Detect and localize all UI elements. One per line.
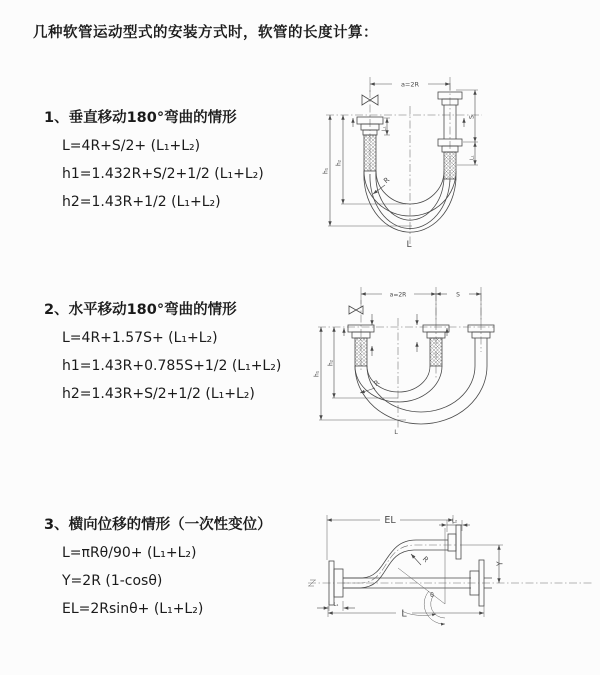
formula-h1: h1=1.43R+0.785S+1/2 (L₁+L₂) (62, 358, 282, 374)
formula-h2: h2=1.43R+1/2 (L₁+L₂) (62, 194, 221, 210)
page-title: 几种软管运动型式的安装方式时，软管的长度计算： (33, 25, 378, 41)
formula-l: L=4R+S/2+ (L₁+L₂) (62, 138, 201, 154)
section-horizontal-movement (44, 296, 281, 408)
braided-hose-section (364, 135, 376, 171)
braided-hose-section (444, 152, 456, 179)
label-r: R (382, 175, 392, 186)
radius-callout (360, 379, 381, 393)
label-l1: L₁ (333, 602, 339, 608)
braided-hose-section (355, 338, 367, 366)
flange-fitting-right-moved (468, 325, 494, 366)
flange-fitting-right (438, 92, 462, 179)
diagram-horizontal-180-bend (308, 280, 595, 455)
centerlines (318, 293, 494, 430)
label-a2r: a=2R (389, 291, 407, 299)
label-a2r: a=2R (400, 80, 420, 89)
label-s: S (456, 291, 460, 299)
label-theta: θ (430, 592, 434, 599)
label-el: EL (384, 515, 396, 526)
label-y: Y (495, 561, 505, 566)
flange-fitting-middle (423, 325, 449, 366)
label-h2: h₂ (335, 159, 343, 166)
u-bend-hose-curves (355, 366, 487, 424)
label-l1: L₁ (469, 155, 476, 160)
flange-right-upper-displaced (448, 525, 461, 559)
dimension-l1 (317, 601, 355, 611)
label-s: S (468, 115, 476, 119)
section-2-heading: 2、水平移动180°弯曲的情形 (44, 302, 237, 318)
section-lateral-displacement (44, 511, 272, 623)
label-r: R (372, 378, 382, 389)
dimension-el (327, 515, 453, 560)
label-h1: h₁ (322, 167, 330, 174)
label-l-bottom: L (394, 428, 398, 436)
radius-callout (411, 554, 430, 565)
s-curve-hose (343, 540, 456, 588)
formula-l: L=πRθ/90+ (L₁+L₂) (62, 545, 197, 561)
label-r: R (420, 555, 430, 565)
dimension-y (460, 545, 505, 583)
mount-plane-arrows (353, 118, 464, 127)
dimension-a2r (370, 77, 450, 92)
section-3-heading: 3、横向位移的情形（一次性变位） (44, 517, 272, 533)
formula-el: EL=2Rsinθ+ (L₁+L₂) (62, 601, 204, 617)
label-l: L (401, 608, 407, 620)
dimension-l2 (439, 519, 470, 533)
dimension-s-right (456, 90, 478, 165)
diagram-lateral-displacement (300, 498, 600, 650)
label-l-bottom: L (406, 240, 412, 250)
section-vertical-movement (44, 104, 264, 216)
braided-hose-section (430, 338, 442, 366)
label-l1: L₁ (381, 126, 388, 131)
dimension-a2r (361, 287, 481, 322)
dimension-s (436, 292, 481, 299)
label-l2: L₂ (451, 518, 458, 525)
valve-icon (349, 306, 363, 314)
formula-y: Y=2R (1-cosθ) (62, 573, 163, 589)
diagram-vertical-180-bend (310, 70, 595, 255)
section-1-heading: 1、垂直移动180°弯曲的情形 (44, 110, 237, 126)
formula-h2: h2=1.43R+S/2+1/2 (L₁+L₂) (62, 386, 255, 402)
formula-l: L=4R+1.57S+ (L₁+L₂) (62, 330, 218, 346)
label-h2: h₂ (327, 359, 335, 366)
formula-h1: h1=1.432R+S/2+1/2 (L₁+L₂) (62, 166, 264, 182)
label-h1: h₁ (313, 370, 321, 377)
